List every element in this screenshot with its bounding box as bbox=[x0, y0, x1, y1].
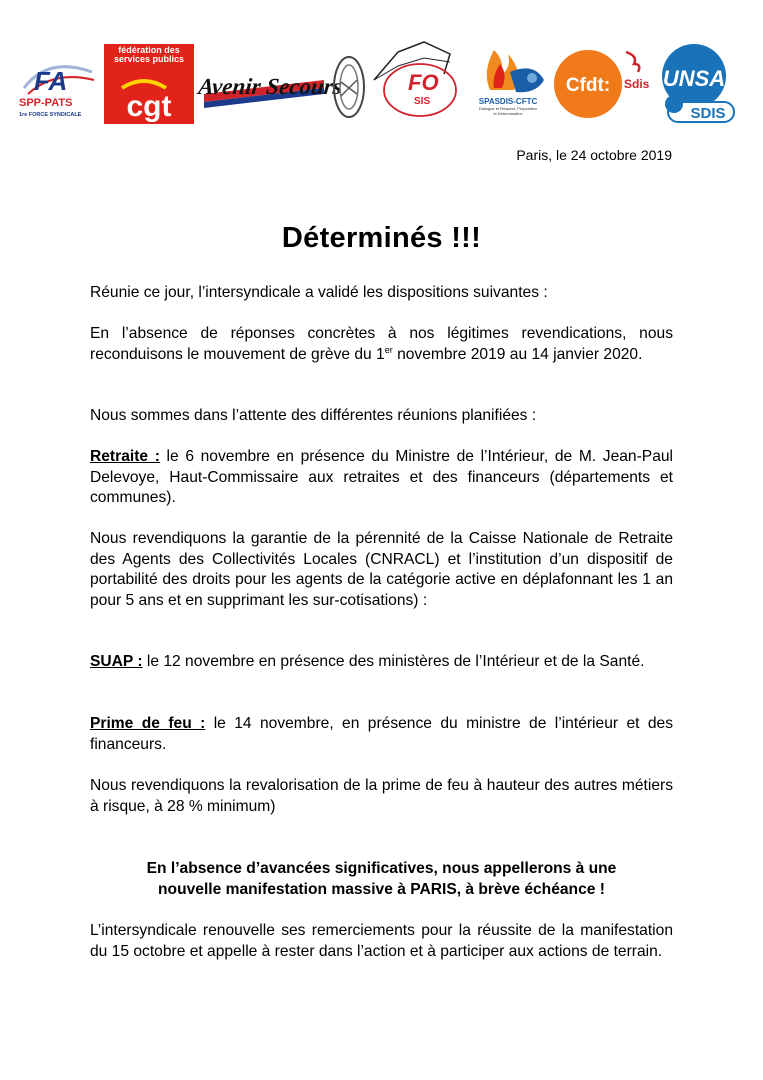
union-logos-banner bbox=[18, 40, 740, 126]
avenir-secours-logo bbox=[197, 54, 344, 120]
spasdis-cftc-logo bbox=[464, 42, 552, 122]
fo-logo-sub: SIS bbox=[414, 96, 431, 107]
cfdt-logo-name: Cfdt: bbox=[565, 75, 611, 96]
paragraph-intro bbox=[90, 283, 673, 304]
strike-text-a: En l’absence de réponses concrètes à nos légitimes revendications, nous reconduisons le mouvement de grève du 1 bbox=[90, 325, 673, 363]
unsa-logo-name: UNSA bbox=[662, 66, 726, 91]
thanks-text: L’intersyndicale renouvelle ses remerciements pour la réussite de la manifestation du 15 octobre et appelle à rester dans l’action et à participer aux actions de terrain. bbox=[90, 922, 673, 960]
prime-text bbox=[90, 714, 673, 755]
prime-body: le 14 novembre, en présence du ministre de l’intérieur et des financeurs. bbox=[90, 715, 673, 753]
fo-sis-logo bbox=[368, 40, 463, 126]
cfdt-logo-sub: Sdis bbox=[624, 77, 650, 91]
paragraph-prime-demand bbox=[90, 776, 673, 817]
document-date: Paris, le 24 octobre 2019 bbox=[516, 147, 672, 163]
strike-text bbox=[90, 324, 673, 365]
document-title: Déterminés !!! bbox=[281, 222, 482, 254]
paragraph-strike bbox=[90, 324, 673, 365]
intro-text: Réunie ce jour, l’intersyndicale a validé les dispositions suivantes : bbox=[90, 284, 548, 301]
cgt-logo-top: fédération des services publics bbox=[113, 45, 185, 64]
meetings-text: Nous sommes dans l’attente des différentes réunions planifiées : bbox=[90, 407, 537, 424]
cnracl-text: Nous revendiquons la garantie de la pérennité de la Caisse Nationale de Retraite des Agents des Collectivités Locales (CNRACL) et l’institution d’un dispositif de portabilité des droits pour les agents de la catégorie active en déplafonnant les 1 an pour 5 ans et en supprimant les sur-cotisations) : bbox=[90, 530, 673, 609]
fa-logo-sub: SPP-PATS bbox=[19, 97, 73, 109]
cfdt-logo bbox=[554, 44, 650, 124]
suap-body: le 12 novembre en présence des ministères de l’Intérieur et de la Santé. bbox=[142, 653, 645, 670]
unsa-logo-sub: SDIS bbox=[690, 105, 726, 122]
strike-text-sup: er bbox=[384, 344, 393, 355]
prime-demand-text: Nous revendiquons la revalorisation de la prime de feu à hauteur des autres métiers à risque, à 28 % minimum) bbox=[90, 777, 673, 815]
fo-logo-name: FO bbox=[408, 70, 439, 95]
paragraph-prime bbox=[90, 714, 673, 755]
prime-label: Prime de feu : bbox=[90, 715, 206, 732]
spasdis-logo-name: SPASDIS-CFTC bbox=[478, 97, 538, 106]
retraite-text bbox=[90, 447, 673, 509]
spasdis-logo-tagline: Dialogue et Respect, Proposition et Détermination bbox=[478, 106, 538, 116]
highlight-line-2: nouvelle manifestation massive à PARIS, à brève échéance ! bbox=[158, 880, 605, 898]
suap-text bbox=[90, 652, 673, 673]
highlight-line-1: En l’absence d’avancées significatives, nous appellerons à une bbox=[146, 860, 617, 877]
retraite-body: le 6 novembre en présence du Ministre de l’Intérieur, de M. Jean-Paul Delevoye, Haut-Commissaire aux retraites et des financeurs (départements et communes). bbox=[90, 448, 673, 506]
suap-label: SUAP : bbox=[90, 653, 143, 670]
fa-logo-name: FA bbox=[34, 66, 68, 96]
fa-spp-pats-logo bbox=[18, 54, 98, 122]
avenir-logo-name: Avenir Secours bbox=[197, 73, 344, 99]
cgt-logo bbox=[104, 44, 194, 124]
paragraph-suap bbox=[90, 652, 673, 673]
strike-text-b: novembre 2019 au 14 janvier 2020. bbox=[392, 345, 643, 363]
paragraph-cnracl bbox=[90, 529, 673, 611]
cgt-logo-name: cgt bbox=[126, 90, 172, 123]
unsa-sdis-logo bbox=[650, 40, 740, 126]
paragraph-highlight bbox=[90, 859, 673, 900]
paragraph-retraite bbox=[90, 447, 673, 509]
paragraph-thanks bbox=[90, 921, 673, 962]
paragraph-meetings bbox=[90, 406, 673, 427]
fa-logo-tagline: 1re FORCE SYNDICALE bbox=[19, 112, 82, 118]
emblem-logo bbox=[331, 54, 367, 120]
retraite-label: Retraite : bbox=[90, 448, 160, 465]
